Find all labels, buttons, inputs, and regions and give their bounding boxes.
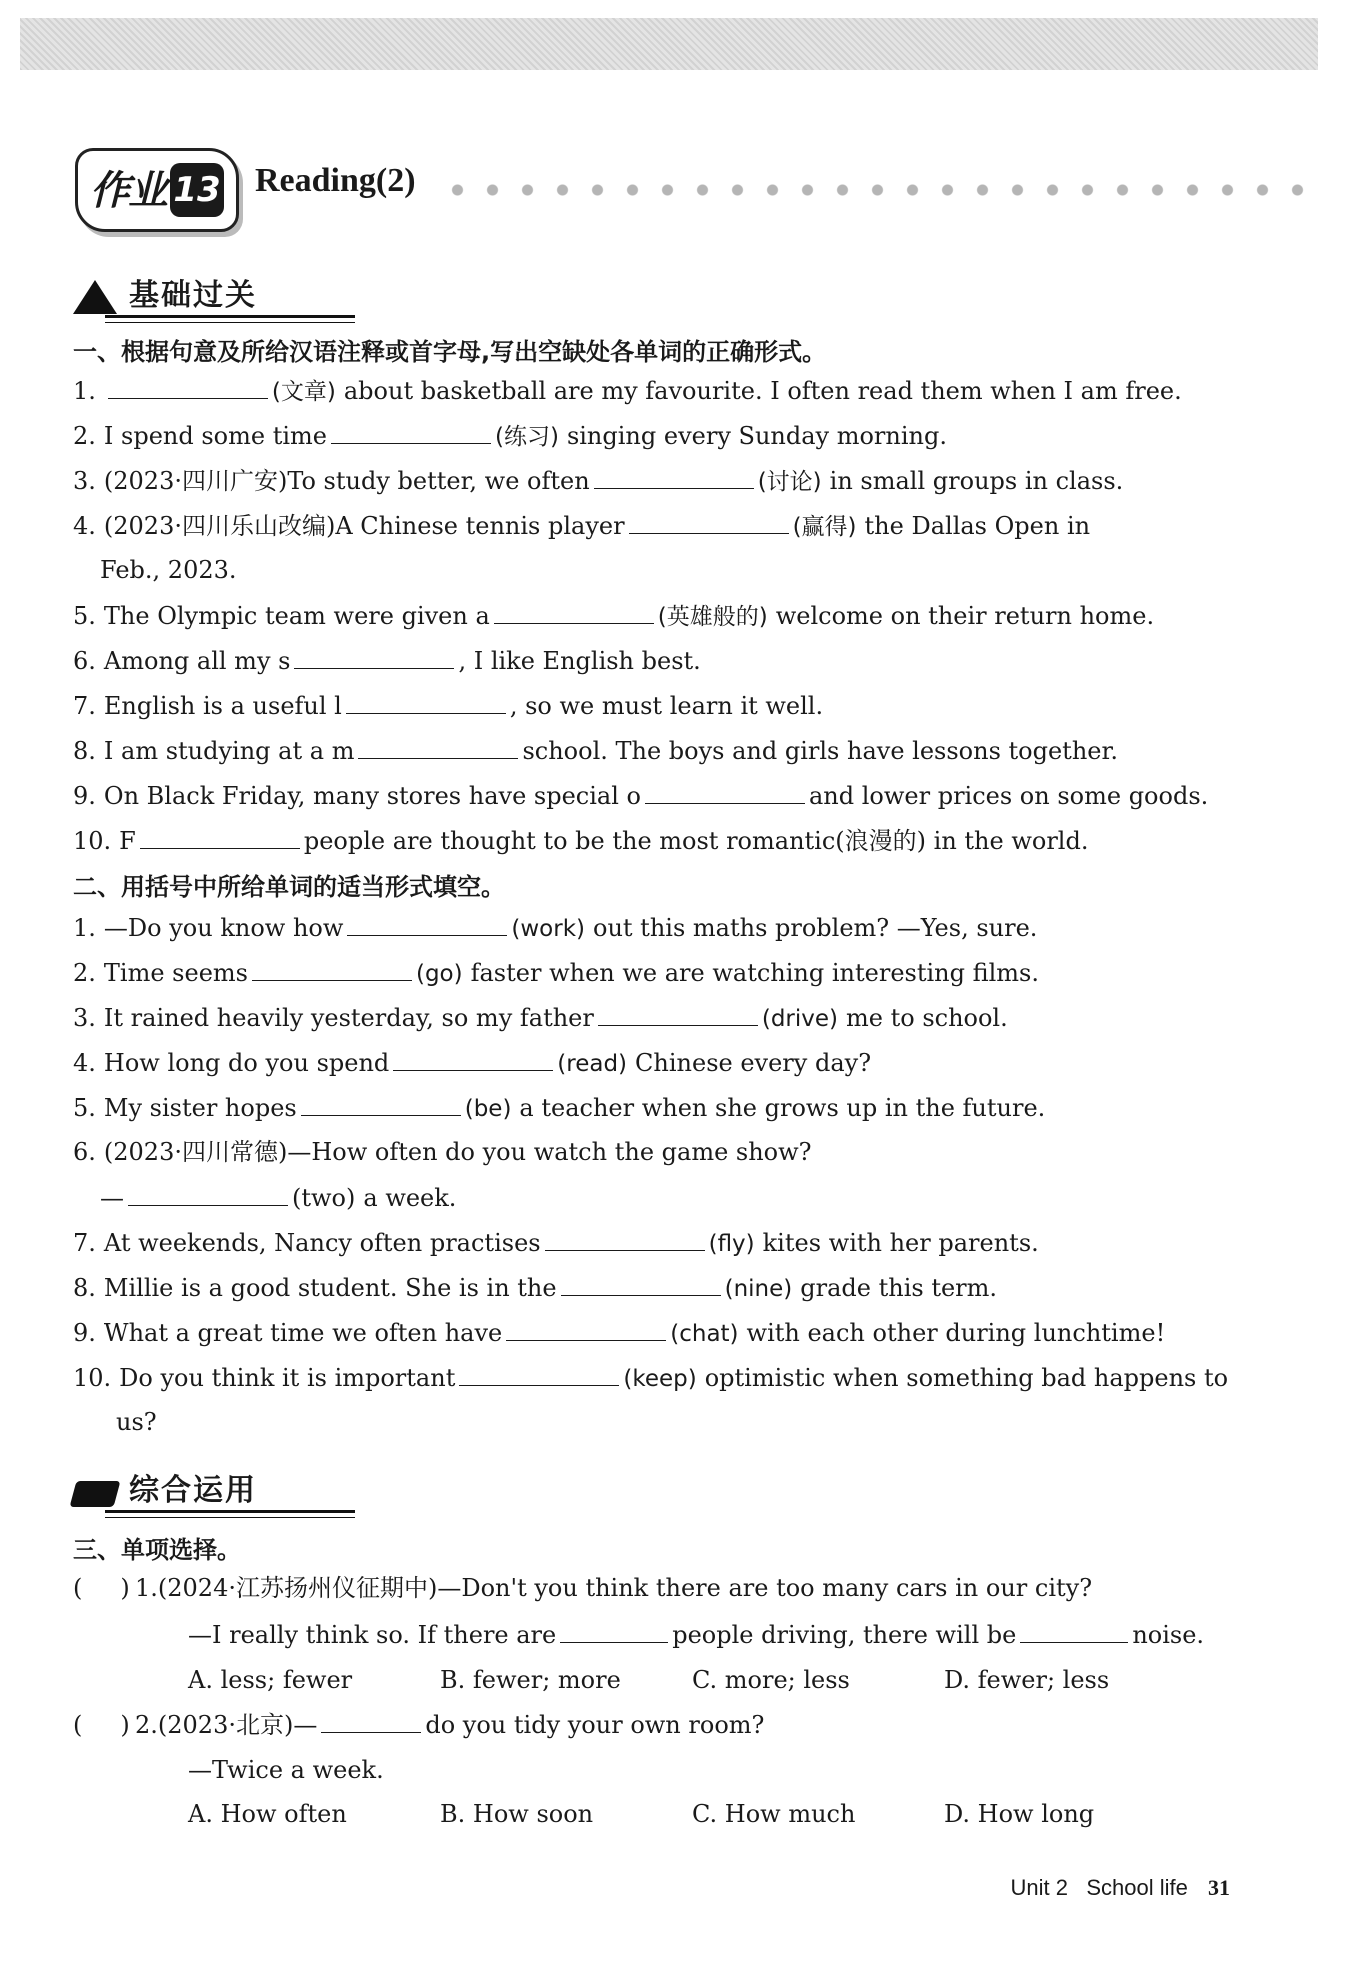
answer-blank[interactable] (347, 911, 507, 936)
item-text: Do you think it is important (119, 1364, 456, 1392)
hint-text: (练习) (494, 424, 559, 450)
hint-text: (英雄般的) (657, 604, 768, 630)
part2-item-4 (73, 1046, 871, 1080)
item-text: faster when we are watching interesting films. (470, 959, 1039, 987)
item-number: 8. (73, 737, 96, 765)
answer-blank[interactable] (358, 734, 518, 759)
answer-blank[interactable] (645, 779, 805, 804)
item-number: 2. (73, 959, 96, 987)
hint-text: (讨论) (757, 469, 822, 495)
hint-text: (work) (511, 916, 585, 942)
item-text: (2023·四川广安)To study better, we often (103, 467, 590, 495)
decorative-dots (440, 184, 1320, 196)
item-number: 10. (73, 1364, 112, 1392)
item-text: school. The boys and girls have lessons together. (522, 737, 1118, 765)
answer-blank[interactable] (331, 419, 491, 444)
page-number: 31 (1208, 1875, 1230, 1900)
part2-item-9 (73, 1316, 1165, 1350)
question-stem: 1.(2024·江苏扬州仪征期中)—Don't you think there are too many cars in our city? (135, 1574, 1093, 1602)
item-text: optimistic when something bad happens to (704, 1364, 1229, 1392)
item-text: a teacher when she grows up in the future. (519, 1094, 1046, 1122)
item-text: Chinese every day? (635, 1049, 872, 1077)
badge-number: 13 (170, 163, 224, 217)
hint-text: (two) (292, 1184, 356, 1212)
page-title: Reading(2) (255, 162, 416, 199)
item-text: What a great time we often have (103, 1319, 503, 1347)
item-text: a week. (363, 1184, 457, 1212)
answer-blank[interactable] (140, 824, 300, 849)
answer-bracket[interactable]: ( ) (73, 1711, 130, 1739)
question-text: —I really think so. If there are (188, 1621, 557, 1649)
hint-text: (read) (557, 1051, 628, 1077)
mc-question-1-options (188, 1664, 1238, 1696)
item-text: me to school. (846, 1004, 1008, 1032)
part1-heading: 一、根据句意及所给汉语注释或首字母,写出空缺处各单词的正确形式。 (73, 338, 827, 366)
item-number: 6. (73, 1138, 96, 1166)
item-number: 5. (73, 1094, 96, 1122)
hint-text: (drive) (761, 1006, 838, 1032)
item-text: Millie is a good student. She is in the (103, 1274, 557, 1302)
answer-blank[interactable] (598, 1001, 758, 1026)
item-text: grade this term. (800, 1274, 998, 1302)
item-number: 3. (73, 1004, 96, 1032)
part2-item-5 (73, 1091, 1045, 1125)
item-text: My sister hopes (103, 1094, 297, 1122)
item-text: I am studying at a m (103, 737, 355, 765)
part2-item-10-continued: us? (116, 1408, 157, 1436)
item-number: 4. (73, 512, 96, 540)
assignment-header (75, 148, 1325, 228)
answer-blank[interactable] (594, 464, 754, 489)
part1-item-8 (73, 734, 1118, 767)
assignment-badge (75, 148, 239, 232)
part1-item-3 (73, 464, 1123, 498)
item-text: , so we must learn it well. (509, 692, 824, 720)
hint-text: (go) (415, 961, 463, 987)
item-text: people are thought to be the most romantic(浪漫的) in the world. (303, 827, 1089, 855)
option-c[interactable]: C. more; less (692, 1666, 850, 1694)
mc-question-2 (73, 1708, 764, 1741)
option-a[interactable]: A. less; fewer (188, 1666, 353, 1694)
hint-text: (be) (464, 1096, 512, 1122)
part3-heading: 三、单项选择。 (73, 1536, 241, 1564)
part1-item-1 (73, 374, 1182, 408)
item-number: 1. (73, 914, 96, 942)
part1-item-4 (73, 509, 1090, 543)
footer-unit: Unit 2 (1010, 1875, 1069, 1900)
answer-blank[interactable] (346, 689, 506, 714)
mc-question-1-line2 (188, 1618, 1204, 1651)
section-underline-thin (105, 322, 355, 323)
block-icon (70, 1481, 121, 1507)
answer-blank[interactable] (506, 1316, 666, 1341)
hint-text: (fly) (708, 1231, 755, 1257)
option-a[interactable]: A. How often (188, 1800, 347, 1828)
item-number: 7. (73, 692, 96, 720)
item-number: 4. (73, 1049, 96, 1077)
answer-blank[interactable] (560, 1618, 668, 1643)
answer-blank[interactable] (629, 509, 789, 534)
question-text: people driving, there will be (672, 1621, 1017, 1649)
item-text: It rained heavily yesterday, so my father (103, 1004, 594, 1032)
part1-item-2 (73, 419, 947, 453)
item-text: with each other during lunchtime! (746, 1319, 1166, 1347)
footer-topic: School life (1086, 1875, 1188, 1900)
part1-item-6 (73, 644, 701, 677)
part2-item-6 (73, 1136, 812, 1168)
section-basic (73, 270, 293, 314)
item-text: On Black Friday, many stores have special o (103, 782, 641, 810)
option-b[interactable]: B. How soon (440, 1800, 594, 1828)
item-text: the Dallas Open in (864, 512, 1091, 540)
item-text: Time seems (103, 959, 248, 987)
option-c[interactable]: C. How much (692, 1800, 856, 1828)
section-underline (105, 315, 355, 318)
section-comprehensive (73, 1465, 293, 1509)
answer-blank[interactable] (252, 956, 412, 981)
hint-text: (文章) (271, 379, 336, 405)
part2-heading: 二、用括号中所给单词的适当形式填空。 (73, 873, 505, 901)
item-number: 5. (73, 602, 96, 630)
item-text: and lower prices on some goods. (808, 782, 1209, 810)
part2-item-1 (73, 911, 1037, 945)
hint-text: (chat) (670, 1321, 739, 1347)
scan-top-band (20, 18, 1318, 70)
part2-item-6-answer (100, 1181, 456, 1214)
mc-question-2-options (188, 1798, 1238, 1830)
answer-blank[interactable] (128, 1181, 288, 1206)
answer-blank[interactable] (561, 1271, 721, 1296)
item-text: F (119, 827, 136, 855)
mc-question-2-line2: —Twice a week. (188, 1756, 384, 1784)
hint-text: (赢得) (792, 514, 857, 540)
item-text: — (100, 1184, 124, 1212)
answer-blank[interactable] (494, 599, 654, 624)
option-b[interactable]: B. fewer; more (440, 1666, 621, 1694)
item-number: 1. (73, 377, 96, 405)
item-text: The Olympic team were given a (103, 602, 490, 630)
item-text: about basketball are my favourite. I often read them when I am free. (343, 377, 1182, 405)
item-number: 7. (73, 1229, 96, 1257)
hint-text: (nine) (724, 1276, 793, 1302)
item-number: 3. (73, 467, 96, 495)
option-d[interactable]: D. fewer; less (944, 1666, 1110, 1694)
part1-item-5 (73, 599, 1154, 633)
item-text: kites with her parents. (762, 1229, 1039, 1257)
question-stem: 2.(2023·北京)— (135, 1711, 318, 1739)
item-number: 2. (73, 422, 96, 450)
mc-question-1 (73, 1572, 1092, 1604)
part1-item-10 (73, 824, 1088, 857)
hint-text: (keep) (623, 1366, 697, 1392)
question-text: noise. (1132, 1621, 1205, 1649)
answer-blank[interactable] (321, 1708, 421, 1733)
item-text: At weekends, Nancy often practises (103, 1229, 541, 1257)
answer-blank[interactable] (294, 644, 454, 669)
answer-blank[interactable] (108, 374, 268, 399)
answer-blank[interactable] (393, 1046, 553, 1071)
part1-item-4-continued: Feb., 2023. (100, 556, 237, 584)
part2-item-8 (73, 1271, 997, 1305)
item-text: I spend some time (103, 422, 327, 450)
part1-item-7 (73, 689, 823, 722)
part1-item-9 (73, 779, 1208, 812)
answer-blank[interactable] (301, 1091, 461, 1116)
badge-label: 作业 (90, 168, 166, 214)
item-number: 9. (73, 1319, 96, 1347)
item-number: 10. (73, 827, 112, 855)
section-underline (105, 1510, 355, 1513)
part2-item-2 (73, 956, 1039, 990)
item-text: in small groups in class. (829, 467, 1124, 495)
item-text: (2023·四川乐山改编)A Chinese tennis player (103, 512, 625, 540)
answer-blank[interactable] (545, 1226, 705, 1251)
item-text: —Do you know how (103, 914, 344, 942)
item-text: , I like English best. (458, 647, 701, 675)
item-text: welcome on their return home. (775, 602, 1155, 630)
item-text: (2023·四川常德)—How often do you watch the game show? (103, 1138, 812, 1166)
item-number: 6. (73, 647, 96, 675)
section-basic-title: 基础过关 (129, 278, 257, 313)
triangle-icon (73, 280, 117, 314)
option-d[interactable]: D. How long (944, 1800, 1095, 1828)
question-stem: do you tidy your own room? (425, 1711, 765, 1739)
part2-item-10 (73, 1361, 1228, 1395)
answer-blank[interactable] (459, 1361, 619, 1386)
item-text: out this maths problem? —Yes, sure. (593, 914, 1038, 942)
answer-blank[interactable] (1020, 1618, 1128, 1643)
part2-item-7 (73, 1226, 1039, 1260)
item-number: 8. (73, 1274, 96, 1302)
section-comprehensive-title: 综合运用 (129, 1473, 257, 1508)
item-text: English is a useful l (103, 692, 342, 720)
page-footer (1011, 1875, 1230, 1901)
part2-item-3 (73, 1001, 1008, 1035)
item-text: Among all my s (103, 647, 291, 675)
item-text: singing every Sunday morning. (566, 422, 947, 450)
item-text: How long do you spend (103, 1049, 390, 1077)
answer-bracket[interactable]: ( ) (73, 1574, 130, 1602)
section-underline-thin (105, 1517, 355, 1518)
item-number: 9. (73, 782, 96, 810)
